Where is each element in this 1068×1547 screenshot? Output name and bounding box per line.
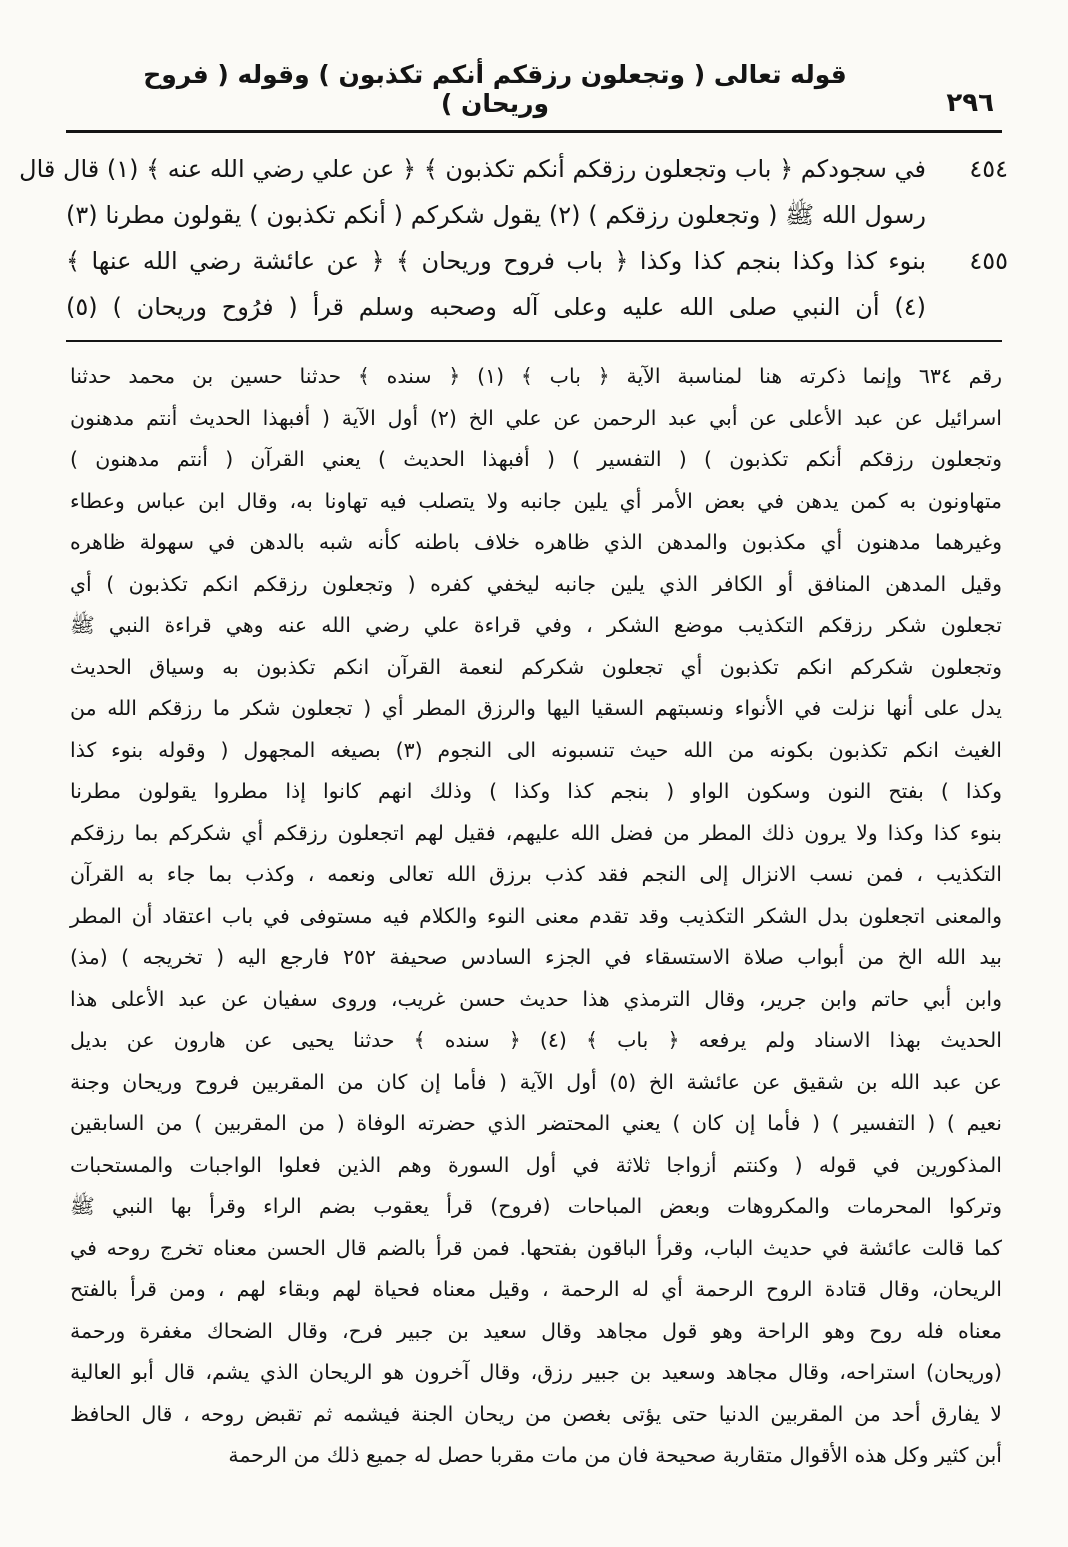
commentary-line: نعيم ) ( التفسير ) ( فأما إن كان ) يعني المحتضر الذي حضرته الوفاة ( من المقربين ) من السابقين [70, 1111, 1002, 1135]
page-number: ٢٩٦ [946, 88, 994, 118]
hadith-text: رسول الله ﷺ ( وتجعلون رزقكم ) (٢) يقول شكركم ( أنكم تكذبون ) يقولون مطرنا (٣) [66, 201, 926, 229]
commentary-divider [66, 340, 1002, 342]
commentary-line: لا يفارق أحد من المقربين الدنيا حتى يؤتى بغصن من ريحان الجنة فيشمه ثم تقبض روحه ، قال الحافظ [70, 1401, 1002, 1426]
commentary-section [70, 356, 1002, 1477]
commentary-line: التكذيب ، فمن نسب الانزال إلى النجم فقد كذب برزق الله تعالى ونعمه ، وكذب بما جاء به القرآن [70, 862, 1002, 886]
commentary-line: تجعلون شكر رزقكم التكذيب موضع الشكر ، وفي قراءة علي رضي الله عنه وهي قراءة النبي ﷺ [70, 613, 1002, 637]
commentary-line: المذكورين في قوله ( وكنتم أزواجا ثلاثة في أول السورة وهم الذين فعلوا الواجبات والمستحبات [70, 1152, 1002, 1177]
hadith-text: (٤) أن النبي صلى الله عليه وعلى آله وصحبه وسلم قرأ ( فرُوح وريحان ) (٥) [66, 293, 926, 321]
commentary-line: أبن كثير وكل هذه الأقوال متقاربة صحيحة فان من مات مقربا حصل له جميع ذلك من الرحمة [228, 1443, 1002, 1467]
commentary-line: الحديث بهذا الاسناد ولم يرفعه ﴿ باب ﴾ (٤) ﴿ سنده ﴾ حدثنا يحيى عن هارون عن بديل [70, 1028, 1002, 1052]
commentary-line: رقم ٦٣٤ وإنما ذكرته هنا لمناسبة الآية ﴿ باب ﴾ (١) ﴿ سنده ﴾ حدثنا حسين بن محمد حدثنا [70, 364, 1003, 388]
commentary-line: (وريحان) استراحه، وقال مجاهد وسعيد بن جبير رزق، وقال آخرون هو الريحان الذي يشم، قال أبو العالية [70, 1360, 1002, 1384]
commentary-line: عن عبد الله بن شقيق عن عائشة الخ (٥) أول الآية ( فأما إن كان من المقربين فروح وريحان وجنة [70, 1069, 1003, 1094]
header-rule [66, 130, 1002, 133]
hadith-line [66, 192, 1008, 238]
commentary-line: الريحان، وقال قتادة الروح الرحمة أي له الرحمة ، وقيل معناه فحياة لهم وبقاء لهم ، ومن قرأ بالفتح [70, 1277, 1002, 1301]
commentary-line: وكذا ) بفتح النون وسكون الواو ( بنجم كذا وكذا ) وذلك انهم كانوا إذا مطروا يقولون مطرنا [70, 779, 1002, 803]
commentary-line: بنوء كذا وكذا ولا يرون ذلك المطر من فضل الله عليهم، فقيل لهم اتجعلون رزقكم أي شكركم بما رزقكم [70, 820, 1002, 845]
commentary-line: والمعنى اتجعلون بدل الشكر التكذيب وقد تقدم معنى النوء والكلام فيه مستوفى في باب اعتقاد أن المطر [70, 903, 1002, 928]
commentary-line: يدل على أنها نزلت في الأنواء ونسبتهم السقيا اليها والرزق المطر أي ( تجعلون شكر ما رزقكم الله من [70, 696, 1002, 720]
hadith-number: ٤٥٥ [969, 247, 1008, 275]
commentary-line: بيد الله الخ من أبواب صلاة الاستسقاء في الجزء السادس صحيفة ٢٥٢ فارجع اليه ( تخريجه ) (مذ) [70, 945, 1003, 969]
commentary-line: وقيل المدهن المنافق أو الكافر الذي يلين جانبه ليخفي كفره ( وتجعلون رزقكم انكم تكذبون ) أي [70, 571, 1002, 596]
hadith-line [19, 146, 1008, 192]
hadith-text: بنوء كذا وكذا بنجم كذا وكذا ﴿ باب فروح وريحان ﴾ ﴿ عن عائشة رضي الله عنها ﴾ [66, 247, 926, 275]
hadith-line [66, 284, 1008, 330]
commentary-line: الغيث انكم تكذبون بكونه من الله حيث تنسبونه الى النجوم (٣) بصيغه المجهول ( وقوله بنوء كذا [70, 737, 1003, 762]
commentary-line: معناه فله روح وهو الراحة وهو قول مجاهد وقال سعيد بن جبير فرح، وقال الضحاك مغفرة ورحمة [70, 1318, 1002, 1343]
hadith-text: في سجودكم ﴿ باب وتجعلون رزقكم أنكم تكذبون ﴾ ﴿ عن علي رضي الله عنه ﴾ (١) قال قال [19, 155, 926, 183]
hadith-line [66, 238, 1008, 284]
commentary-line: كما قالت عائشة في حديث الباب، وقرأ الباقون بفتحها. فمن قرأ بالضم قال الحسن معناه تخرج روحه في [70, 1235, 1002, 1260]
commentary-line: وتجعلون رزقكم أنكم تكذبون ) ( التفسير ) ( أفبهذا الحديث ) يعني القرآن ( أنتم مدهنون ) [70, 447, 1002, 471]
commentary-line: متهاونون به كمن يدهن في بعض الأمر أي يلين جانبه ولا يتصلب فيه تهاونا به، وقال ابن عباس وعطاء [70, 488, 1002, 513]
commentary-line: وتجعلون شكركم انكم تكذبون أي تجعلون شكركم لنعمة القرآن انكم تكذبون به وسياق الحديث [70, 654, 1002, 679]
commentary-line: اسرائيل عن عبد الأعلى عن أبي عبد الرحمن عن علي الخ (٢) أول الآية ( أفبهذا الحديث أنتم مدهنون [70, 405, 1002, 430]
hadith-number: ٤٥٤ [969, 155, 1008, 183]
commentary-line: وغيرهما مدهنون أي مكذبون والمدهن الذي ظاهره خلاف باطنه كأنه شبه بالدهن في سهولة ظاهره [70, 530, 1002, 554]
hadith-block [19, 146, 1008, 330]
running-title: قوله تعالى ( وتجعلون رزقكم أنكم تكذبون ) وقوله ( فروح وريحان ) [143, 60, 847, 118]
page-header [66, 60, 1002, 118]
commentary-line: وابن أبي حاتم وابن جرير، وقال الترمذي هذا حديث حسن غريب، وروى سفيان عن عبد الأعلى هذا [70, 986, 1002, 1011]
commentary-line: وتركوا المحرمات والمكروهات وبعض المباحات (فروح) قرأ يعقوب بضم الراء وقرأ بها النبي ﷺ [70, 1194, 1002, 1218]
